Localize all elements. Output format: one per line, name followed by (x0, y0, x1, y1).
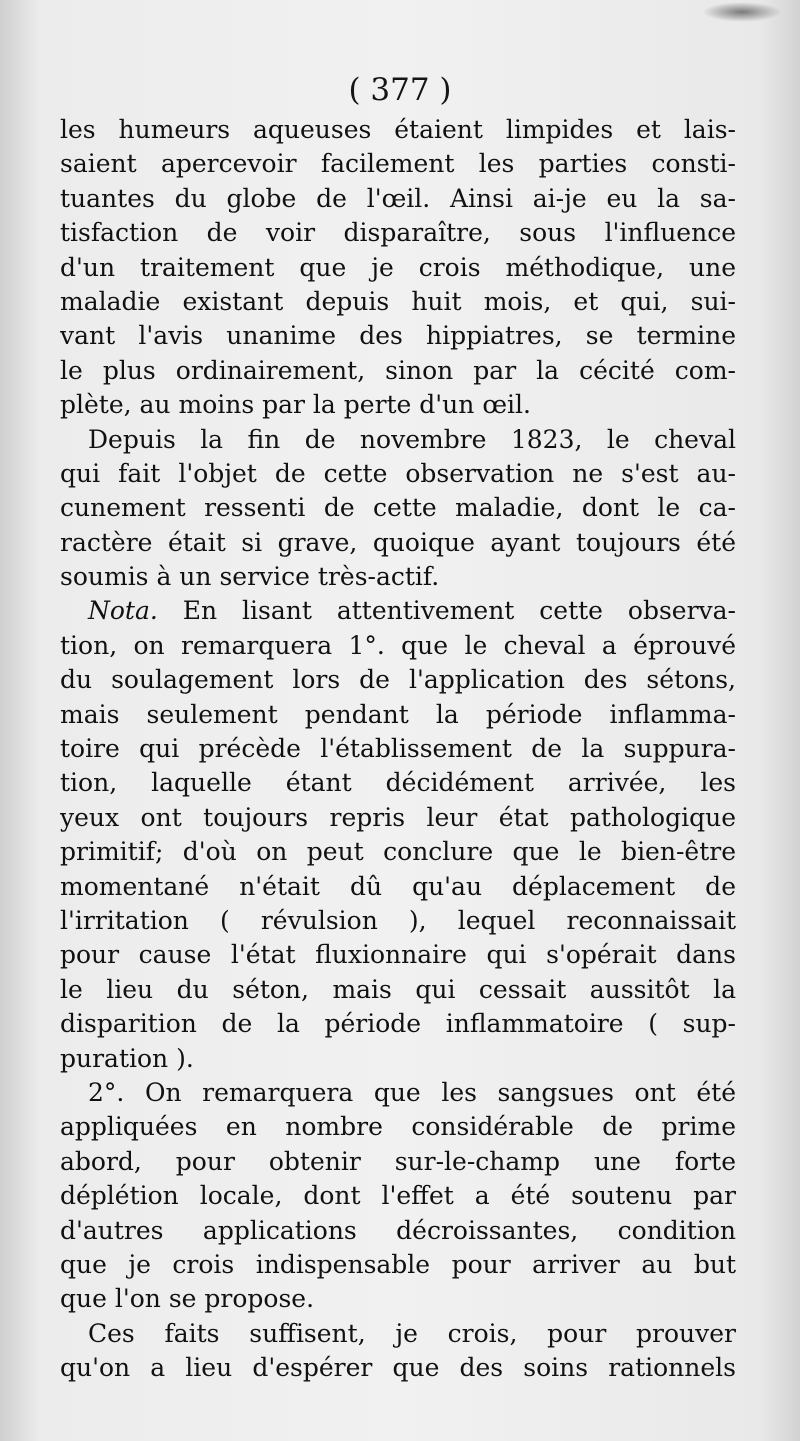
text-line: primitif; d'où on peut conclure que le bien-être (60, 837, 736, 867)
text-line: puration ). (60, 1043, 194, 1073)
text-line: du soulagement lors de l'application des sétons, (60, 665, 736, 695)
nota-label: Nota. (88, 596, 158, 626)
nota-line (60, 594, 736, 628)
body-text (60, 113, 736, 1385)
text-line: tisfaction de voir disparaître, sous l'influence (60, 218, 736, 248)
text-line: Ces faits suffisent, je crois, pour prouver (88, 1318, 736, 1348)
text-line: le plus ordinairement, sinon par la cécité com- (60, 355, 736, 385)
text-line: l'irritation ( révulsion ), lequel reconnaissait (60, 905, 736, 935)
text-line: tion, laquelle étant décidément arrivée, les (60, 768, 736, 798)
text-line: maladie existant depuis huit mois, et qui, sui- (60, 286, 736, 316)
text-line: les humeurs aqueuses étaient limpides et lais- (60, 115, 736, 144)
text-line: plète, au moins par la perte d'un œil. (60, 390, 531, 420)
text-line: 2°. On remarquera que les sangsues ont été (88, 1077, 736, 1107)
text-line: disparition de la période inflammatoire ( sup- (60, 1009, 736, 1039)
text-line: appliquées en nombre considérable de prime (60, 1112, 736, 1142)
text-line: tion, on remarquera 1°. que le cheval a éprouvé (60, 630, 736, 660)
text-line: saient apercevoir facilement les parties consti- (60, 149, 736, 179)
text-line: vant l'avis unanime des hippiatres, se termine (60, 321, 736, 351)
text-line: mais seulement pendant la période inflamma- (60, 699, 736, 729)
text-line: que l'on se propose. (60, 1284, 315, 1314)
text-line: d'autres applications décroissantes, condition (60, 1215, 736, 1245)
text-line: qu'on a lieu d'espérer que des soins rationnels (60, 1353, 736, 1383)
text-line: toire qui précède l'établissement de la suppura- (60, 734, 736, 764)
page-number: ( 377 ) (348, 72, 452, 108)
text-line: Depuis la fin de novembre 1823, le cheval (88, 424, 736, 454)
text-line: le lieu du séton, mais qui cessait aussitôt la (60, 974, 736, 1004)
text-line: ractère était si grave, quoique ayant toujours été (60, 527, 736, 557)
text-line: momentané n'était dû qu'au déplacement de (60, 871, 736, 901)
text-line: déplétion locale, dont l'effet a été soutenu par (60, 1181, 736, 1211)
text-line: tuantes du globe de l'œil. Ainsi ai-je eu la sa- (60, 183, 736, 213)
text-line: qui fait l'objet de cette observation ne s'est au- (60, 458, 736, 488)
text-line: que je crois indispensable pour arriver au but (60, 1249, 736, 1279)
text-line: cunement ressenti de cette maladie, dont le ca- (60, 493, 736, 523)
text-line: soumis à un service très-actif. (60, 562, 440, 592)
text-line: abord, pour obtenir sur-le-champ une forte (60, 1146, 736, 1176)
text-line: pour cause l'état fluxionnaire qui s'opérait dans (60, 940, 736, 970)
nota-text: En lisant attentivement cette observa- (157, 596, 736, 626)
edge-smudge (702, 2, 782, 22)
text-line: d'un traitement que je crois méthodique, une (60, 252, 736, 282)
text-line: yeux ont toujours repris leur état pathologique (60, 802, 736, 832)
